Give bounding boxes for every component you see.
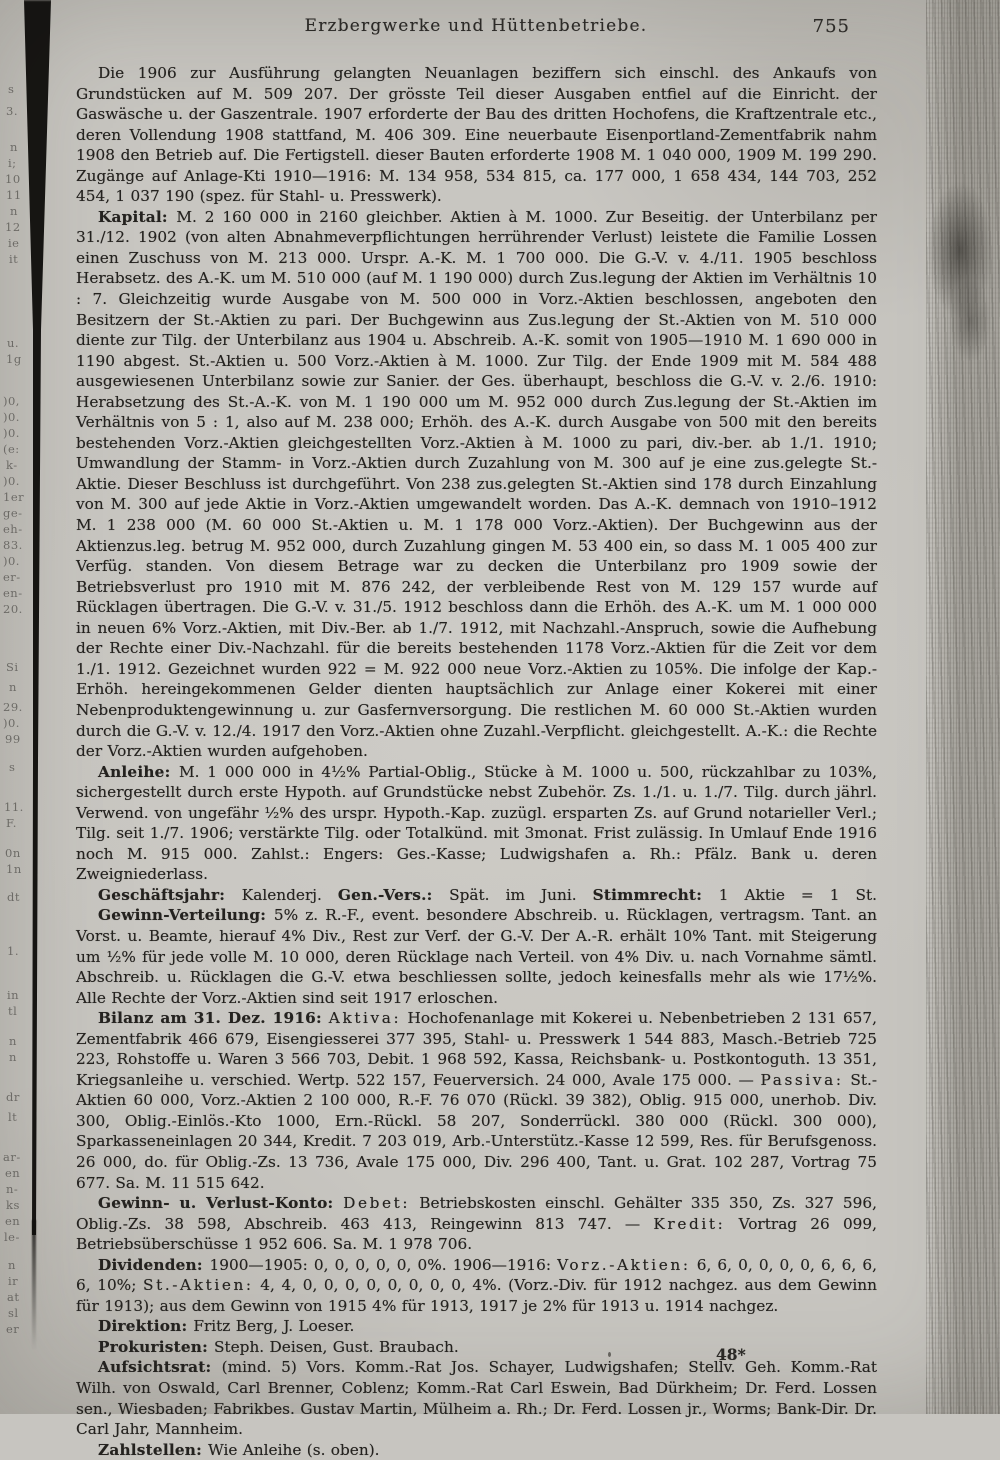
paragraph: [76, 1357, 877, 1439]
bleedthrough-mark: 12: [5, 220, 21, 234]
bleedthrough-mark: )0.: [3, 716, 20, 730]
page-stack-edge-texture: [926, 0, 1000, 1414]
text-run: Hochofenanlage mit Kokerei u. Nebenbetrieben 2 131 657, Zementfabrik 466 679, Eisengiesserei 377 395, Stahl- u. Presswerk 1 544 883, Masch.-Betrieb 725 223, Rohstoffe u. Waren 3 566 703, Debit. 1 968 592, Kassa, Reichsbank- u. Postkontoguth. 13 351, Kriegsanleihe u. verschied. Wertp. 522 157, Feuerversich. 24 000, Avale 175 000. —: [76, 1009, 878, 1089]
bleedthrough-mark: sl: [8, 1306, 19, 1320]
text-run: 5% z. R.-F., event. besondere Abschreib. u. Rücklagen, vertragsm. Tant. an Vorst. u. Beamte, hierauf 4% Div., Rest zur Verf. der G.-V. Der A.-R. erhält 10% Tant. mit Steigerung um ¹⁄₂% für jede volle M. 10 000, deren Rücklage nach Verteil. von 4% Div. u. nach Vornahme sämtl. Abschreib. u. Rücklagen die G.-V. etwa beschliessen sollte, jedoch keinesfalls mehr als wie 17¹⁄₂%. Alle Rechte der Vorz.-Aktien sind seit 1917 erloschen.: [76, 906, 877, 1007]
bleedthrough-mark: 83.: [3, 538, 23, 552]
bleedthrough-mark: 1g: [6, 352, 22, 366]
bleedthrough-mark: u.: [7, 336, 20, 350]
bold-lead-label: Aufsichtsrat:: [98, 1358, 222, 1377]
bleedthrough-mark: F.: [6, 816, 17, 830]
paragraph: [76, 905, 877, 1008]
text-run: 6, 6, 0, 0, 0, 0, 6, 6, 6, 6, 10%;: [76, 1255, 877, 1295]
paragraph: [76, 207, 877, 762]
bold-lead-label: Direktion:: [98, 1317, 194, 1336]
bleedthrough-mark: n: [9, 680, 17, 694]
bleedthrough-mark: 1er: [3, 490, 25, 504]
printer-signature-mark: 48*: [716, 1345, 746, 1364]
paragraph: [76, 1193, 877, 1255]
bold-lead-label: Kapital:: [98, 207, 177, 226]
bold-lead-label: Prokuristen:: [98, 1337, 214, 1356]
paragraph: [76, 762, 877, 885]
bleedthrough-mark: 11: [6, 188, 22, 202]
bleedthrough-mark: n: [9, 1034, 17, 1048]
bleedthrough-mark: s: [8, 82, 15, 96]
text-run: 1 Aktie = 1 St.: [718, 885, 877, 904]
paragraph: [76, 1255, 877, 1317]
page-header: [76, 16, 876, 46]
bold-lead-label: Bilanz am 31. Dez. 1916:: [98, 1009, 329, 1028]
bleedthrough-mark: (e:: [3, 442, 20, 456]
bold-lead-label: Dividenden:: [98, 1255, 210, 1274]
bleedthrough-mark: 10: [5, 172, 21, 186]
text-run: Kalenderj.: [241, 885, 338, 904]
bleedthrough-mark: )0.: [3, 474, 20, 488]
bleedthrough-mark: dr: [6, 1090, 20, 1104]
bold-lead-label: Gewinn-Verteilung:: [98, 906, 274, 925]
bleedthrough-mark: 1n: [6, 862, 22, 876]
running-title: Erzbergwerke und Hüttenbetriebe.: [304, 16, 648, 36]
bold-lead-label: Anleihe:: [98, 762, 179, 781]
ink-speck: [608, 1352, 611, 1357]
bleedthrough-mark: tl: [8, 1004, 18, 1018]
bleedthrough-mark: en-: [3, 586, 23, 600]
spaced-label: Passiva:: [760, 1070, 844, 1089]
bleedthrough-mark: at: [7, 1290, 20, 1304]
bleedthrough-mark: ir: [8, 1274, 19, 1288]
spaced-label: Vorz.-Aktien:: [557, 1255, 691, 1274]
spaced-label: St.-Aktien:: [143, 1276, 254, 1295]
spaced-label: Aktiva:: [328, 1009, 402, 1028]
bleedthrough-mark: )0.: [3, 554, 20, 568]
bleedthrough-mark: en: [5, 1214, 21, 1228]
paragraph: [76, 885, 877, 906]
bleedthrough-mark: in: [7, 988, 20, 1002]
text-run: M. 2 160 000 in 2160 gleichber. Aktien à M. 1000. Zur Beseitig. der Unterbilanz per 31./12. 1902 (von alten Abnahmeverpflichtungen herrührender Verlust) leistete die Familie Lossen einen Zuschuss von M. 213 000. Urspr. A.-K. M. 1 700 000. Die G.-V. v. 4./11. 1905 beschloss Herabsetz. des A.-K. um M. 510 000 (auf M. 1 190 000) durch Zus.legung der Aktien im Verhältnis 10 : 7. Gleichzeitig wurde Ausgabe von M. 500 000 in Vorz.-Aktien beschlossen, angeboten den Besitzern der St.-Aktien zu pari. Der Buchgewinn aus Zus.legung der St.-Aktien von M. 510 000 diente zur Tilg. der Unterbilanz aus 1904 u. Abschreib. A.-K. somit von 1905—1910 M. 1 690 000 in 1190 abgest. St.-Aktien u. 500 Vorz.-Aktien à M. 1000. Zur Tilg. der Ende 1909 mit M. 584 488 ausgewiesenen Unterbilanz sowie zur Sanier. der Ges. überhaupt, beschloss die G.-V. v. 2./6. 1910: Herabsetzung des St.-A.-K. von M. 1 190 000 um M. 952 000 durch Zus.legung der St.-Aktien im Verhältnis von 5 : 1, also auf M. 238 000; Erhöh. des A.-K. durch Ausgabe von 500 mit den bereits bestehenden Vorz.-Aktien gleichgestellten Vorz.-Aktien à M. 1000 zu pari, div.-ber. ab 1./1. 1910; Umwandlung der Stamm- in Vorz.-Aktien durch Zuzahlung von M. 300 auf je eine zus.gelegte St.-Aktie. Dieser Beschluss ist durchgeführt. Von 238 zus.gelegten St.-Aktien sind 178 durch Einzahlung von M. 300 auf jede Aktie in Vorz.-Aktien umgewandelt worden. Das A.-K. demnach von 1910–1912 M. 1 238 000 (M. 60 000 St.-Aktien u. M. 1 178 000 Vorz.-Aktien). Der Buchgewinn aus der Aktienzus.leg. betrug M. 952 000, durch Zuzahlung gingen M. 53 400 ein, so dass M. 1 005 400 zur Verfüg. standen. Von diesem Betrage war zu decken die Unterbilanz pro 1909 sowie der Betriebsverlust pro 1910 mit M. 876 242, der verbleibende Rest von M. 129 157 wurde auf Rücklagen übertragen. Die G.-V. v. 31./5. 1912 beschloss dann die Erhöh. des A.-K. um M. 1 000 000 in neuen 6% Vorz.-Aktien, mit Div.-Ber. ab 1./7. 1912, mit Nachzahl.-Anspruch, sowie die Aufhebung der Rechte einer Div.-Nachzahl. für die bereits bestehenden 1178 Vorz.-Aktien für die Zeit vor dem 1./1. 1912. Gezeichnet wurden 922 = M. 922 000 neue Vorz.-Aktien zu 105%. Die infolge der Kap.-Erhöh. hereingekommenen Gelder dienten hauptsächlich zur Anlage einer Kokerei mit einer Nebenproduktengewinnung u. zur Gasfernversorgung. Die restlichen M. 60 000 St.-Aktien wurden durch die G.-V. v. 12./4. 1917 den Vorz.-Aktien ohne Zuzahl.-Verpflicht. gleichgestellt. A.-K.: die Rechte der Vorz.-Aktien wurden aufgehoben.: [76, 207, 877, 761]
page-number: 755: [812, 16, 850, 37]
bold-lead-label: Stimmrecht:: [592, 885, 719, 904]
paragraph: [76, 63, 877, 207]
bleedthrough-mark: er: [6, 1322, 20, 1336]
bold-lead-label: Zahlstellen:: [98, 1440, 208, 1459]
text-run: M. 1 000 000 in 4¹⁄₂% Partial-Oblig., Stücke à M. 1000 u. 500, rückzahlbar zu 103%, sichergestellt durch erste Hypoth. auf Grundstücke nebst Zubehör. Zs. 1./1. u. 1./7. Tilg. durch jährl. Verwend. von ungefähr ¹⁄₂% des urspr. Hypoth.-Kap. zuzügl. ersparten Zs. auf Grund notarieller Verl.; Tilg. seit 1./7. 1906; verstärkte Tilg. oder Totalkünd. mit 3monat. Frist zulässig. In Umlauf Ende 1916 noch M. 915 000. Zahlst.: Engers: Ges.-Kasse; Ludwigshafen a. Rh.: Pfälz. Bank u. deren Zweigniederlass.: [76, 762, 877, 884]
bleedthrough-mark: ie: [8, 236, 20, 250]
bleedthrough-mark: 1.: [7, 944, 19, 958]
text-run: Betriebskosten einschl. Gehälter 335 350, Zs. 327 596, Oblig.-Zs. 38 598, Abschreib. 463 413, Reingewinn 813 747. —: [76, 1194, 877, 1233]
bleedthrough-mark: n: [10, 204, 18, 218]
bleedthrough-mark: )0.: [3, 426, 20, 440]
bleedthrough-mark: 3.: [6, 104, 18, 118]
bleedthrough-mark: Si: [6, 660, 19, 674]
bleedthrough-mark: )0,: [3, 394, 20, 408]
spaced-label: Kredit:: [653, 1214, 726, 1233]
page-body: [76, 63, 877, 1460]
bleedthrough-mark: dt: [7, 890, 20, 904]
bleedthrough-mark: en: [5, 1166, 21, 1180]
spaced-label: Debet:: [343, 1194, 411, 1213]
bleedthrough-mark: 29.: [3, 700, 23, 714]
bleedthrough-mark: 99: [5, 732, 21, 746]
bleedthrough-mark: lt: [8, 1110, 18, 1124]
bold-lead-label: Gen.-Vers.:: [337, 885, 450, 904]
text-run: Wie Anleihe (s. oben).: [207, 1440, 380, 1459]
bleedthrough-mark: er-: [3, 570, 21, 584]
text-run: St.-Aktien 60 000, Vorz.-Aktien 2 100 000, R.-F. 76 070 (Rückl. 39 382), Oblig. 915 000, unerhob. Div. 300, Oblig.-Einlös.-Kto 1000, Ern.-Rückl. 58 207, Sonderrückl. 380 000 (Rückl. 300 000), Sparkasseneinlagen 20 344, Kredit. 7 203 019, Arb.-Unterstütz.-Kasse 12 599, Res. für Berufsgenoss. 26 000, do. für Oblig.-Zs. 13 736, Avale 175 000, Div. 296 400, Tant. u. Grat. 102 287, Vortrag 75 677. Sa. M. 11 515 642.: [76, 1070, 877, 1192]
bleedthrough-mark: )0.: [3, 410, 20, 424]
book-gutter-shadow-tail: [32, 1220, 36, 1350]
bleedthrough-mark: eh-: [3, 522, 23, 536]
bleedthrough-mark: k-: [6, 458, 18, 472]
bleedthrough-mark: n: [9, 1050, 17, 1064]
bleedthrough-mark: n-: [6, 1182, 19, 1196]
text-run: Die 1906 zur Ausführung gelangten Neuanlagen beziffern sich einschl. des Ankaufs von Grundstücken auf M. 509 207. Der grösste Teil dieser Ausgaben entfiel auf die Einricht. der Gaswäsche u. der Gaszentrale. 1907 erforderte der Bau des dritten Hochofens, die Kraftzentrale etc., deren Vollendung 1908 stattfand, M. 406 309. Eine neuerbaute Eisenportland-Zementfabrik nahm 1908 den Betrieb auf. Die Fertigstell. dieser Bauten erforderte 1908 M. 1 040 000, 1909 M. 199 290. Zugänge auf Anlage-Kti 1910—1916: M. 134 958, 534 815, ca. 177 000, 1 658 434, 144 703, 252 454, 1 037 190 (spez. für Stahl- u. Presswerk).: [76, 64, 877, 206]
bold-lead-label: Geschäftsjahr:: [98, 885, 242, 904]
bleedthrough-mark: i;: [8, 156, 17, 170]
text-run: Steph. Deisen, Gust. Braubach.: [213, 1337, 459, 1356]
paragraph: [76, 1008, 877, 1193]
paragraph: [76, 1337, 877, 1358]
bleedthrough-mark: it: [9, 252, 19, 266]
text-run: 1900—1905: 0, 0, 0, 0, 0, 0%. 1906—1916:: [209, 1255, 558, 1274]
bleedthrough-mark: ar-: [3, 1150, 21, 1164]
bleedthrough-mark: 11.: [4, 800, 24, 814]
bleedthrough-mark: 20.: [3, 602, 23, 616]
bleedthrough-mark: s: [9, 760, 16, 774]
bleedthrough-mark: 0n: [5, 846, 21, 860]
text-run: Spät. im Juni.: [449, 885, 593, 904]
paragraph: [76, 1316, 877, 1337]
bold-lead-label: Gewinn- u. Verlust-Konto:: [98, 1194, 344, 1213]
bleedthrough-mark: ge-: [3, 506, 23, 520]
text-run: (mind. 5) Vors. Komm.-Rat Jos. Schayer, Ludwigshafen; Stellv. Geh. Komm.-Rat Wilh. von Oswald, Carl Brenner, Coblenz; Komm.-Rat Carl Eswein, Bad Dürkheim; Dr. Ferd. Lossen sen., Wiesbaden; Fabrikbes. Gustav Martin, Mülheim a. Rh.; Dr. Ferd. Lossen jr., Worms; Bank-Dir. Dr. Carl Jahr, Mannheim.: [76, 1358, 877, 1439]
bleedthrough-mark: n: [8, 1258, 16, 1272]
bleedthrough-mark: ks: [6, 1198, 20, 1212]
text-run: 4, 4, 0, 0, 0, 0, 0, 0, 0, 0, 4%. (Vorz.-Div. für 1912 nachgez. aus dem Gewinn für 1913); aus dem Gewinn von 1915 4% für 1913, 1917 je 2% für 1913 u. 1914 nachgez.: [76, 1276, 877, 1315]
text-run: Fritz Berg, J. Loeser.: [193, 1317, 355, 1336]
text-run: Vortrag 26 099, Betriebsüberschüsse 1 952 606. Sa. M. 1 978 706.: [76, 1214, 878, 1254]
bleedthrough-mark: n: [10, 140, 18, 154]
bleedthrough-mark: le-: [4, 1230, 20, 1244]
paragraph: [76, 1440, 877, 1460]
